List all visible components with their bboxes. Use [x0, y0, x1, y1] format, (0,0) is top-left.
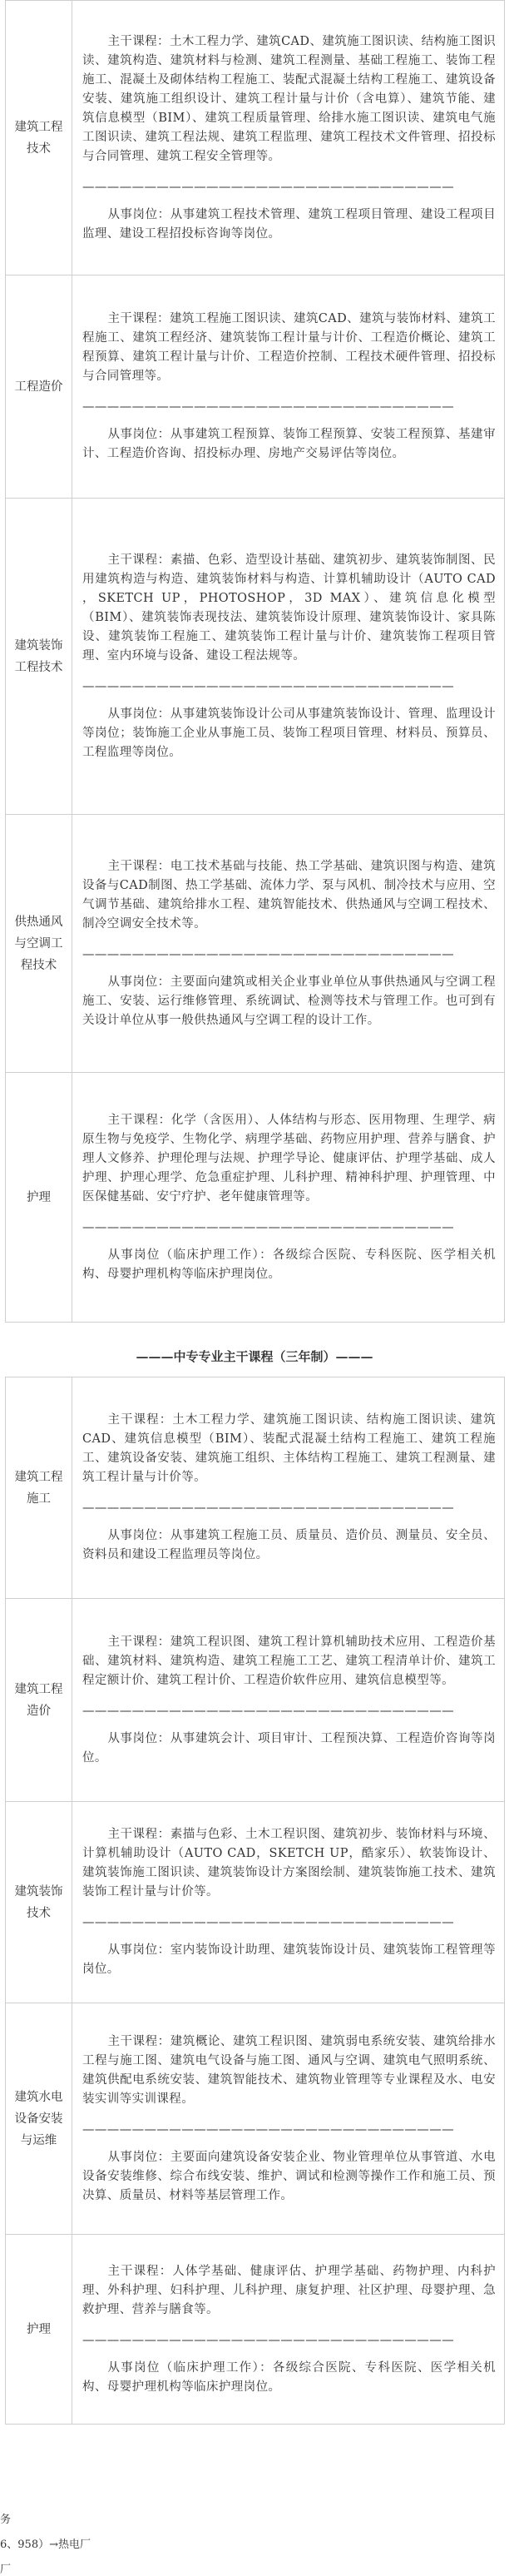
major-row	[6, 499, 505, 815]
main-courses: 主干课程：人体学基础、健康评估、护理学基础、药物护理、内科护理、外科护理、妇科护理、儿科护理、康复护理、社区护理、母婴护理、急救护理、营养与膳食等。	[82, 2264, 496, 2316]
major-detail-cell	[72, 2235, 505, 2425]
major-row	[6, 2235, 505, 2425]
major-name-cell	[6, 499, 72, 815]
main-courses: 主干课程：建筑概论、建筑工程识图、建筑弱电系统安装、建筑给排水工程与施工图、建筑电气设备与施工图、通风与空调、建筑电气照明系统、建筑供配电系统安装、建筑智能技术、建筑物业管理等专业课程及水、电安装实训等实训课程。	[82, 2034, 496, 2106]
job-positions: 从事岗位：从事建筑工程施工员、质量员、造价员、测量员、安全员、资料员和建设工程监理员等岗位。	[82, 1529, 496, 1561]
major-name-cell	[6, 815, 72, 1073]
major-name: 建筑工程技术	[14, 120, 63, 156]
job-positions: 从事岗位（临床护理工作）：各级综合医院、专科医院、医学相关机构、母婴护理机构等临床护理岗位。	[82, 2360, 496, 2394]
major-row	[6, 2003, 505, 2235]
major-row	[6, 1802, 505, 2003]
divider-line: ——————————————————————————————	[82, 400, 454, 414]
major-detail-cell	[72, 499, 505, 815]
main-courses: 主干课程：素描与色彩、土木工程识图、建筑初步、装饰材料与环境、计算机辅助设计（AUTO CAD，SKETCH UP，酷家乐）、软装饰设计、建筑装饰施工图识读、建筑装饰设计方案图绘制、建筑装饰施工技术、建筑装饰工程计量与计价等。	[82, 1828, 496, 1898]
major-detail-cell	[72, 2003, 505, 2235]
major-name-cell	[6, 2235, 72, 2425]
major-name: 护理	[27, 1190, 51, 1204]
divider-line: ——————————————————————————————	[82, 1220, 454, 1234]
main-courses: 主干课程：土木工程力学、建筑CAD、建筑施工图识读、结构施工图识读、建筑构造、建筑材料与检测、建筑工程测量、基础工程施工、装饰工程施工、混凝土及砌体结构工程施工、装配式混凝土结构工程施工、建筑设备安装、建筑施工组织设计、建筑工程计量与计价（含电算）、建筑节能、建筑信息模型（BIM）、建筑工程质量管理、给排水施工图识读、建筑电气施工图识读、建筑工程法规、建筑工程监理、建筑工程技术文件管理、招投标与合同管理、建筑工程安全管理等。	[82, 34, 496, 163]
major-name-cell	[6, 1802, 72, 2003]
major-detail-cell	[72, 1802, 505, 2003]
cut-off-text-line: 6、958）→热电厂	[0, 2539, 91, 2551]
major-name: 建筑工程施工	[14, 1470, 63, 1506]
main-courses: 主干课程：建筑工程施工图识读、建筑CAD、建筑与装饰材料、建筑工程施工、建筑工程经济、建筑装饰工程计量与计价、工程造价概论、建筑工程预算、建筑工程计量与计价、工程造价控制、工程技术硬件管理、招投标与合同管理等。	[82, 312, 496, 383]
main-courses: 主干课程：建筑工程识图、建筑工程计算机辅助技术应用、工程造价基础、建筑材料、建筑构造、建筑工程施工工艺、建筑工程清单计价、建筑工程定额计价、建筑工程计价、工程造价软件应用、建筑信息模型等。	[82, 1635, 496, 1687]
major-table-college	[5, 0, 505, 1323]
job-positions: 从事岗位：从事建筑装饰设计公司从事建筑装饰设计、管理、监理设计等岗位；装饰施工企业从事施工员、装饰工程项目管理、材料员、预算员、工程监理等岗位。	[82, 707, 496, 759]
major-name-cell	[6, 275, 72, 499]
major-name: 建筑工程造价	[14, 1682, 63, 1718]
major-row	[6, 1, 505, 275]
major-row	[6, 1073, 505, 1323]
major-name-cell	[6, 1377, 72, 1599]
divider-line: ——————————————————————————————	[82, 947, 454, 961]
major-name: 工程造价	[14, 380, 63, 394]
divider-line: ——————————————————————————————	[82, 180, 454, 194]
major-detail-cell	[72, 1, 505, 275]
major-name: 建筑装饰技术	[14, 1884, 63, 1920]
major-detail-cell	[72, 815, 505, 1073]
major-detail-cell	[72, 1073, 505, 1323]
divider-line: ——————————————————————————————	[82, 2333, 454, 2347]
main-courses: 主干课程：素描、色彩、造型设计基础、建筑初步、建筑装饰制图、民用建筑构造与构造、建筑装饰材料与构造、计算机辅助设计（AUTO CAD ，SKETCH UP，PHOTOSHOP，3D MAX）、建筑信息化模型（BIM）、建筑装饰表现技法、建筑装饰设计原理、建筑装饰设计、家具陈设、建筑装饰工程施工、建筑装饰工程计量与计价、建筑装饰工程项目管理、室内环境与设备、建设工程法规等。	[82, 553, 496, 663]
cut-off-text-line: 务	[0, 2514, 12, 2526]
job-positions: 从事岗位：室内装饰设计助理、建筑装饰设计员、建筑装饰工程管理等岗位。	[82, 1943, 496, 1976]
job-positions: 从事岗位：主要面向建筑或相关企业事业单位从事供热通风与空调工程施工、安装、运行维修管理、系统调试、检测等技术与管理工作。也可到有关设计单位从事一般供热通风与空调工程的设计工作。	[82, 975, 496, 1027]
section-heading: ———中专专业主干课程（三年制）———	[136, 1349, 373, 1364]
job-positions: 从事岗位：从事建筑会计、项目审计、工程预决算、工程造价咨询等岗位。	[82, 1731, 496, 1764]
main-courses: 主干课程：化学（含医用）、人体结构与形态、医用物理、生理学、病原生物与免疫学、生物化学、病理学基础、药物应用护理、营养与膳食、护理人文修养、护理伦理与法规、护理学导论、健康评估、护理学基础、成人护理、护理心理学、危急重症护理、儿科护理、精神科护理、护理管理、中医保健基础、安宁疗护、老年健康管理等。	[82, 1113, 496, 1204]
divider-line: ——————————————————————————————	[82, 1501, 454, 1515]
main-courses: 主干课程：电工技术基础与技能、热工学基础、建筑识图与构造、建筑设备与CAD制图、热工学基础、流体力学、泵与风机、制冷技术与应用、空气调节基础、建筑给排水工程、建筑智能技术、供热通风与空调工程技术、制冷空调安全技术等。	[82, 859, 496, 931]
major-name-cell	[6, 1073, 72, 1323]
major-name: 建筑水电设备安装与运维	[14, 2090, 63, 2147]
major-row	[6, 815, 505, 1073]
job-positions: 从事岗位：从事建筑工程技术管理、建筑工程项目管理、建设工程项目监理、建设工程招投标咨询等岗位。	[82, 207, 496, 241]
major-row	[6, 1599, 505, 1802]
major-name-cell	[6, 1599, 72, 1802]
major-detail-cell	[72, 1377, 505, 1599]
major-name: 护理	[27, 2322, 51, 2336]
major-table-secondary	[5, 1377, 505, 2425]
divider-line: ——————————————————————————————	[82, 1916, 454, 1929]
major-detail-cell	[72, 1599, 505, 1802]
cut-off-text-line: 厂	[0, 2564, 12, 2576]
main-courses: 主干课程：土木工程力学、建筑施工图识读、结构施工图识读、建筑CAD、建筑信息模型（BIM）、装配式混凝土结构工程施工、建筑工程施工、建筑设备安装、建筑施工组织、主体结构工程施工、建筑工程测量、建筑工程计量与计价等。	[82, 1413, 496, 1484]
major-name-cell	[6, 2003, 72, 2235]
job-positions: 从事岗位：从事建筑工程预算、装饰工程预算、安装工程预算、基建审计、工程造价咨询、招投标办理、房地产交易评估等岗位。	[82, 428, 496, 460]
divider-line: ——————————————————————————————	[82, 1704, 454, 1718]
major-name: 建筑装饰工程技术	[14, 638, 63, 674]
divider-line: ——————————————————————————————	[82, 679, 454, 693]
major-name-cell	[6, 1, 72, 275]
major-name: 供热通风与空调工程技术	[14, 915, 63, 972]
job-positions: 从事岗位（临床护理工作）：各级综合医院、专科医院、医学相关机构、母婴护理机构等临床护理岗位。	[82, 1248, 496, 1281]
major-row	[6, 1377, 505, 1599]
job-positions: 从事岗位：主要面向建筑设备安装企业、物业管理单位从事管道、水电设备安装维修、综合布线安装、维护、调试和检测等操作工作和施工员、预决算、质量员、材料等基层管理工作。	[82, 2150, 496, 2202]
divider-line: ——————————————————————————————	[82, 2122, 454, 2137]
major-row	[6, 275, 505, 499]
major-detail-cell	[72, 275, 505, 499]
